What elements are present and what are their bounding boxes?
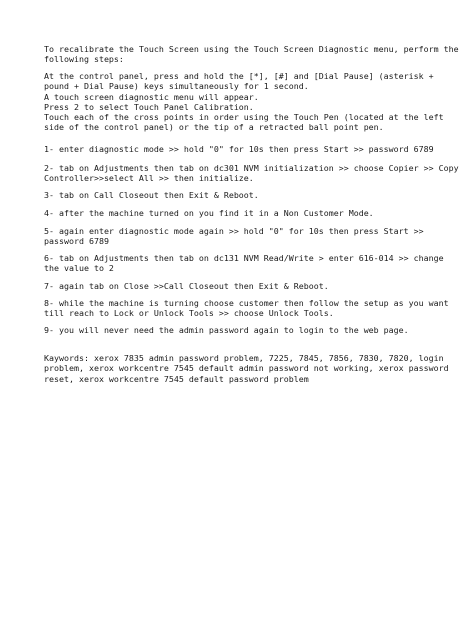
step-1: 1- enter diagnostic mode >> hold "0" for 10s then press Start >> password 6789 <box>44 144 434 154</box>
calibration-procedure: At the control panel, press and hold the [*], [#] and [Dial Pause] (asterisk + pound + Dial Pause) keys simultaneously for 1 second. A touch screen diagnostic menu will appear. Press 2 to select Touch Panel Calibration. Touch each of the cross points in order using the Touch Pen (located at the left side of the control panel) or the tip of a retracted ball point pen. <box>44 71 444 133</box>
step-7: 7- again tab on Close >>Call Closeout then Exit & Reboot. <box>44 281 329 291</box>
keywords-paragraph: Kaywords: xerox 7835 admin password problem, 7225, 7845, 7856, 7830, 7820, login problem, xerox workcentre 7545 default admin password not working, xerox password reset, xerox workcentre 7545 default password problem <box>44 353 449 384</box>
step-6: 6- tab on Adjustments then tab on dc131 NVM Read/Write > enter 616-014 >> change the value to 2 <box>44 253 444 274</box>
step-8: 8- while the machine is turning choose customer then follow the setup as you want till reach to Lock or Unlock Tools >> choose Unlock Tools. <box>44 298 449 319</box>
step-5: 5- again enter diagnostic mode again >> hold "0" for 10s then press Start >> password 6789 <box>44 226 424 247</box>
step-4: 4- after the machine turned on you find it in a Non Customer Mode. <box>44 208 374 218</box>
step-2: 2- tab on Adjustments then tab on dc301 NVM initialization >> choose Copier >> Copy Controller>>select All >> then initialize. <box>44 163 459 184</box>
intro-paragraph: To recalibrate the Touch Screen using the Touch Screen Diagnostic menu, perform the following steps: <box>44 44 459 65</box>
step-3: 3- tab on Call Closeout then Exit & Reboot. <box>44 190 259 200</box>
step-9: 9- you will never need the admin password again to login to the web page. <box>44 325 409 335</box>
